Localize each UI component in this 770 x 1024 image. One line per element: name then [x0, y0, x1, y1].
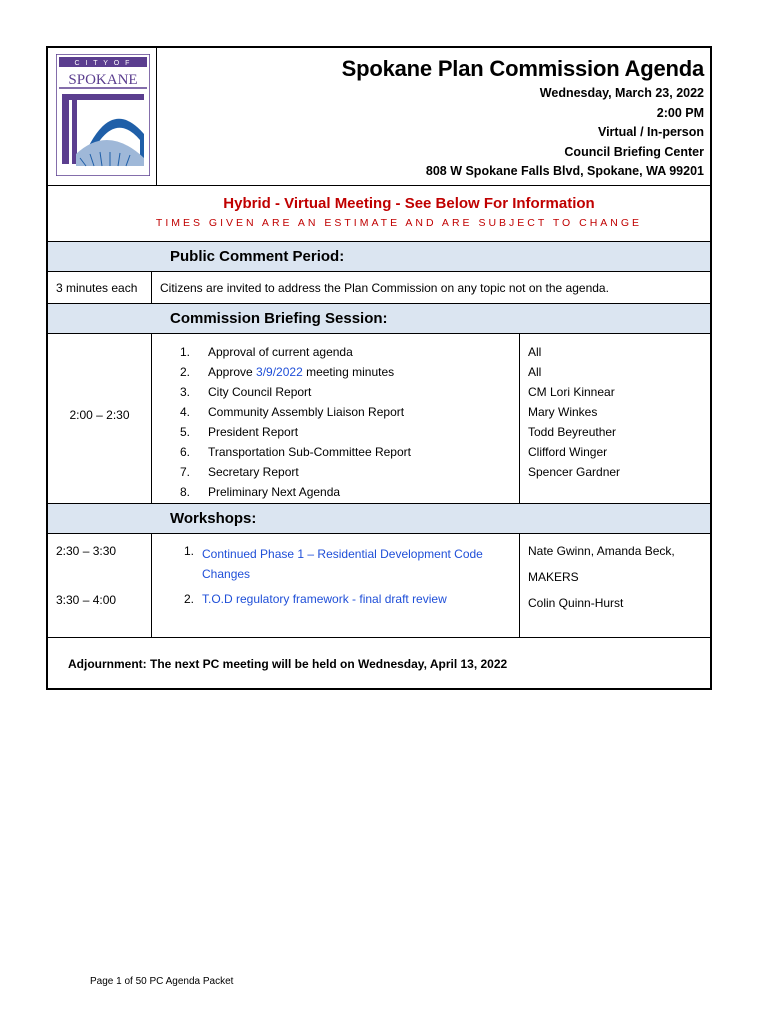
item-number: 6.	[180, 445, 191, 459]
item-text: City Council Report	[208, 385, 312, 399]
public-comment-heading: Public Comment Period:	[48, 242, 710, 272]
presenter: Clifford Winger	[528, 445, 608, 459]
list-item	[180, 462, 519, 482]
logo-cell	[48, 48, 157, 185]
workshop-time: 3:30 – 4:00	[56, 593, 117, 607]
briefing-presenters	[520, 334, 710, 503]
presenter: CM Lori Kinnear	[528, 385, 615, 399]
presenter: Spencer Gardner	[528, 465, 621, 479]
document-title: Spokane Plan Commission Agenda	[341, 56, 704, 81]
item-text: Preliminary Next Agenda	[208, 485, 341, 499]
item-text-post: meeting minutes	[302, 365, 395, 379]
workshop-item-line[interactable]: Changes	[202, 567, 251, 581]
workshop-item-number: 1.	[184, 544, 195, 558]
list-item	[180, 362, 519, 382]
briefing-items	[152, 334, 520, 503]
item-text: Secretary Report	[208, 465, 299, 479]
workshop-item-line[interactable]: Continued Phase 1 – Residential Development Code	[202, 547, 483, 561]
item-text	[208, 362, 394, 382]
meeting-notice	[48, 186, 710, 242]
item-number: 7.	[180, 465, 191, 479]
logo-name-text: SPOKANE	[68, 72, 138, 88]
public-comment-description: Citizens are invited to address the Plan Commission on any topic not on the agenda.	[160, 281, 609, 295]
meeting-address: 808 W Spokane Falls Blvd, Spokane, WA 99201	[425, 164, 704, 178]
presenter: Colin Quinn-Hurst	[528, 596, 624, 610]
list-item	[180, 442, 519, 462]
list-item	[180, 342, 519, 362]
workshop-item-number: 2.	[184, 592, 195, 606]
meeting-time: 2:00 PM	[656, 105, 704, 120]
briefing-heading: Commission Briefing Session:	[48, 304, 710, 334]
workshop-item-link[interactable]	[202, 544, 483, 584]
workshop-time: 2:30 – 3:30	[56, 544, 117, 558]
workshop-presenters	[520, 534, 710, 637]
meeting-date: Wednesday, March 23, 2022	[539, 86, 704, 100]
meeting-mode: Virtual / In-person	[597, 125, 704, 139]
presenter: All	[528, 345, 542, 359]
hybrid-notice: Hybrid - Virtual Meeting - See Below For Information	[223, 195, 595, 212]
presenter: Todd Beyreuther	[528, 425, 617, 439]
agenda-table	[46, 46, 712, 690]
adjournment-note: Adjournment: The next PC meeting will be held on Wednesday, April 13, 2022	[68, 657, 508, 671]
workshops-row	[48, 534, 710, 638]
list-item	[180, 402, 519, 422]
item-text: Transportation Sub-Committee Report	[208, 445, 411, 459]
list-item	[180, 382, 519, 402]
item-number: 1.	[180, 345, 191, 359]
minutes-link[interactable]: 3/9/2022	[256, 365, 303, 379]
presenter: MAKERS	[528, 570, 579, 584]
item-number: 3.	[180, 385, 191, 399]
presenter: Mary Winkes	[528, 405, 598, 419]
item-text: Approval of current agenda	[208, 345, 353, 359]
meeting-location: Council Briefing Center	[564, 144, 704, 159]
public-comment-row	[48, 272, 710, 304]
logo-top-text: C I T Y O F	[74, 60, 132, 67]
item-number: 5.	[180, 425, 191, 439]
title-block	[342, 54, 704, 182]
workshop-item-link[interactable]: T.O.D regulatory framework - final draft review	[202, 592, 447, 606]
briefing-row	[48, 334, 710, 504]
briefing-time: 2:00 – 2:30	[48, 334, 152, 503]
item-number: 8.	[180, 485, 191, 499]
city-of-spokane-logo	[56, 54, 150, 176]
item-text-pre: Approve	[208, 365, 257, 379]
list-item	[180, 482, 519, 502]
item-text: President Report	[208, 425, 299, 439]
list-item	[180, 422, 519, 442]
presenter: Nate Gwinn, Amanda Beck,	[528, 544, 675, 558]
agenda-header	[48, 48, 710, 186]
presenter: All	[528, 365, 542, 379]
workshops-heading: Workshops:	[48, 504, 710, 534]
time-estimate-notice: TIMES GIVEN ARE AN ESTIMATE AND ARE SUBJECT TO CHANGE	[155, 217, 643, 229]
page-footer: Page 1 of 50 PC Agenda Packet	[90, 976, 234, 987]
public-comment-time: 3 minutes each	[48, 272, 152, 303]
item-number: 4.	[180, 405, 191, 419]
workshop-times	[48, 534, 152, 637]
workshop-items	[152, 534, 520, 637]
item-text: Community Assembly Liaison Report	[208, 405, 405, 419]
item-number: 2.	[180, 365, 191, 379]
